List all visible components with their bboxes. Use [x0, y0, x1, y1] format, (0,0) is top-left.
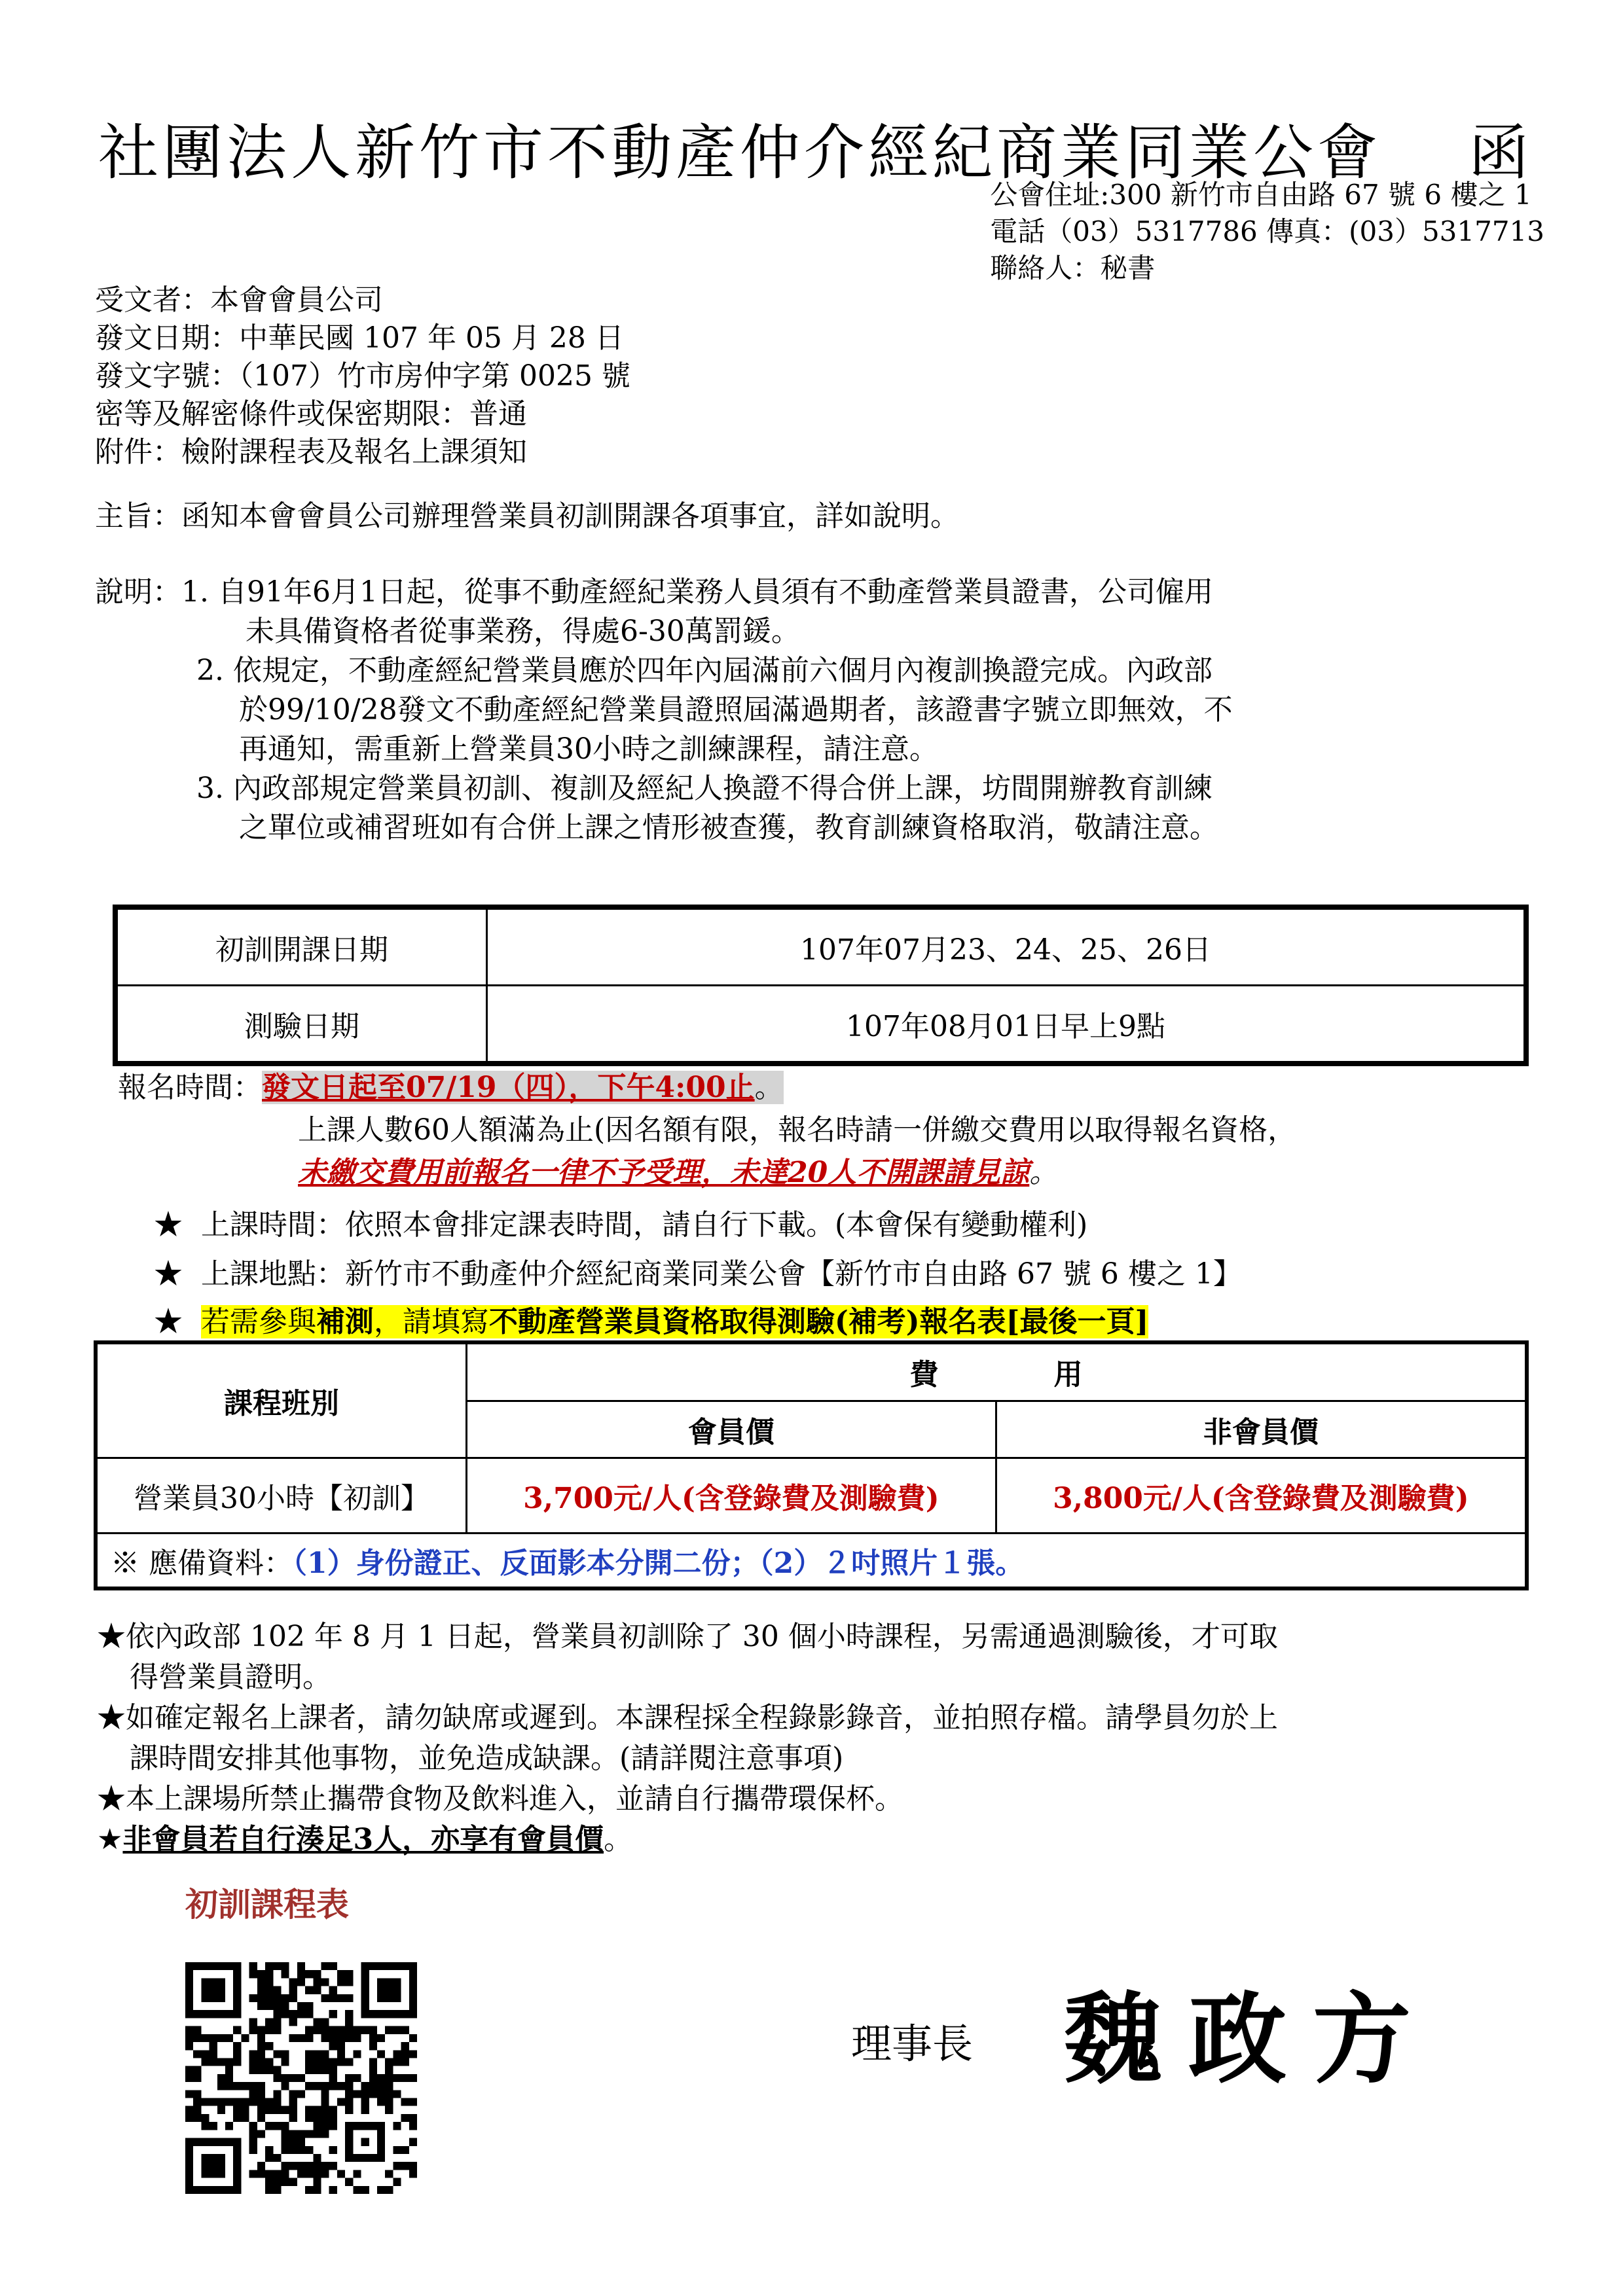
registration-capacity: 上課人數60人額滿為止(因名額有限，報名時請一併繳交費用以取得報名資格，	[298, 1113, 1297, 1147]
meta-confidentiality: 密等及解密條件或保密期限：普通	[95, 397, 527, 431]
note-1-cont: 得營業員證明。	[130, 1660, 331, 1694]
note-3: ★本上課場所禁止攜帶食物及飲料進入，並請自行攜帶環保杯。	[97, 1782, 903, 1816]
registration-period-value: 發文日起至07/19（四），下午4:00止	[262, 1071, 755, 1104]
note-2: ★如確定報名上課者，請勿缺席或遲到。本課程採全程錄影錄音，並拍照存檔。請學員勿於上	[97, 1701, 1278, 1734]
makeup-last-page: [最後一頁]	[1006, 1305, 1149, 1338]
class-header: 課程班別	[96, 1342, 467, 1458]
required-documents-label: ※ 應備資料：	[111, 1547, 293, 1580]
bullet-makeup-exam	[154, 1298, 1148, 1340]
exam-date-label: 測驗日期	[115, 986, 487, 1064]
meta-date: 發文日期：中華民國 107 年 05 月 28 日	[95, 321, 624, 355]
signature-name: 魏政方	[1064, 1982, 1438, 2097]
makeup-exam-highlight	[201, 1305, 1148, 1338]
registration-period-end: 。	[754, 1071, 784, 1104]
meta-attachment: 附件：檢附課程表及報名上課須知	[95, 435, 527, 469]
bullet-class-place	[154, 1250, 1242, 1292]
table-row	[115, 907, 1526, 986]
document-meta	[95, 281, 630, 471]
makeup-text-c: ，請填寫	[373, 1305, 489, 1338]
makeup-text-b: 補測	[316, 1305, 374, 1338]
explanation-item-1-cont: 未具備資格者從事業務，得處6-30萬罰鍰。	[246, 615, 800, 648]
meta-recipient: 受文者：本會會員公司	[95, 283, 383, 317]
note-4-end: 。	[604, 1823, 633, 1856]
nonmember-price-header: 非會員價	[996, 1401, 1527, 1458]
subject-line: 主旨：函知本會會員公司辦理營業員初訓開課各項事宜，詳如說明。	[95, 499, 959, 533]
required-documents	[96, 1534, 1527, 1589]
explanation-item-3: 3. 內政部規定營業員初訓、複訓及經紀人換證不得合併上課，坊間開辦教育訓練	[196, 772, 1213, 805]
contact-person: 聯絡人：秘書	[990, 252, 1156, 284]
registration-warning	[298, 1149, 1058, 1191]
note-4-text: 非會員若自行湊足3人，亦享有會員價	[122, 1823, 604, 1856]
start-date-label: 初訓開課日期	[115, 907, 487, 986]
star-icon: ★	[154, 1208, 183, 1242]
schedule-label: 初訓課程表	[185, 1885, 349, 1924]
explanation-item-2-cont: 於99/10/28發文不動產經紀營業員證照屆滿過期者，該證書字號立即無效，不	[239, 693, 1233, 726]
bullet-class-time	[154, 1201, 1087, 1243]
class-place-text: 上課地點：新竹市不動產仲介經紀商業同業公會【新竹市自由路 67 號 6 樓之 1】	[200, 1257, 1242, 1291]
makeup-text-a: 若需參與	[200, 1305, 316, 1338]
registration-period	[118, 1064, 784, 1105]
note-2-cont: 課時間安排其他事物，並免造成缺課。(請詳閱注意事項)	[130, 1742, 844, 1775]
registration-warning-text: 未繳交費用前報名一律不予受理，未達20人不開課請見諒	[298, 1156, 1030, 1189]
explanation-item-1: 說明：1. 自91年6月1日起，從事不動產經紀業務人員須有不動產營業員證書，公司僱用	[95, 575, 1213, 609]
qr-code-icon[interactable]	[185, 1962, 417, 2194]
letter-title: 社團法人新竹市不動產仲介經紀商業同業公會 函	[98, 118, 1533, 188]
registration-label: 報名時間：	[118, 1071, 262, 1104]
makeup-form-name: 不動產營業員資格取得測驗(補考)報名表	[488, 1305, 1006, 1338]
association-contact	[990, 177, 1544, 287]
table-row	[96, 1534, 1527, 1589]
fee-table	[94, 1340, 1529, 1590]
fee-header: 費 用	[467, 1342, 1527, 1401]
signature-title: 理事長	[851, 2020, 974, 2068]
explanation-item-2: 2. 依規定，不動產經紀營業員應於四年內屆滿前六個月內複訓換證完成。內政部	[196, 654, 1213, 687]
course-name: 營業員30小時【初訓】	[96, 1458, 467, 1534]
star-icon: ★	[154, 1257, 183, 1291]
course-dates-table	[113, 905, 1529, 1066]
registration-warning-end: 。	[1029, 1156, 1059, 1189]
note-1: ★依內政部 102 年 8 月 1 日起，營業員初訓除了 30 個小時課程，另需通過測驗後，才可取	[97, 1620, 1278, 1653]
member-price-header: 會員價	[467, 1401, 996, 1458]
required-documents-items: （1）身份證正、反面影本分開二份；（2）２吋照片１張。	[293, 1547, 1025, 1580]
contact-address: 公會住址:300 新竹市自由路 67 號 6 樓之 1	[990, 179, 1532, 211]
member-price: 3,700元/人(含登錄費及測驗費)	[467, 1458, 996, 1534]
table-row	[96, 1342, 1527, 1401]
star-icon: ★	[97, 1823, 123, 1856]
table-row	[115, 986, 1526, 1064]
nonmember-price: 3,800元/人(含登錄費及測驗費)	[996, 1458, 1527, 1534]
note-4	[97, 1820, 1278, 1860]
notes	[97, 1617, 1278, 1860]
explanation-item-2-cont2: 再通知，需重新上營業員30小時之訓練課程，請注意。	[239, 732, 938, 766]
meta-reference: 發文字號：（107）竹市房仲字第 0025 號	[95, 359, 630, 393]
table-row	[96, 1458, 1527, 1534]
registration-period-highlight	[262, 1071, 784, 1104]
contact-phone: 電話（03）5317786 傳真：(03）5317713	[990, 215, 1544, 247]
class-time-text: 上課時間：依照本會排定課表時間，請自行下載。(本會保有變動權利)	[200, 1208, 1088, 1242]
explanation	[95, 573, 1233, 848]
exam-date-value: 107年08月01日早上9點	[487, 986, 1527, 1064]
start-date-value: 107年07月23、24、25、26日	[487, 907, 1527, 986]
explanation-item-3-cont: 之單位或補習班如有合併上課之情形被查獲，教育訓練資格取消，敬請注意。	[239, 811, 1218, 844]
star-icon: ★	[154, 1305, 183, 1338]
